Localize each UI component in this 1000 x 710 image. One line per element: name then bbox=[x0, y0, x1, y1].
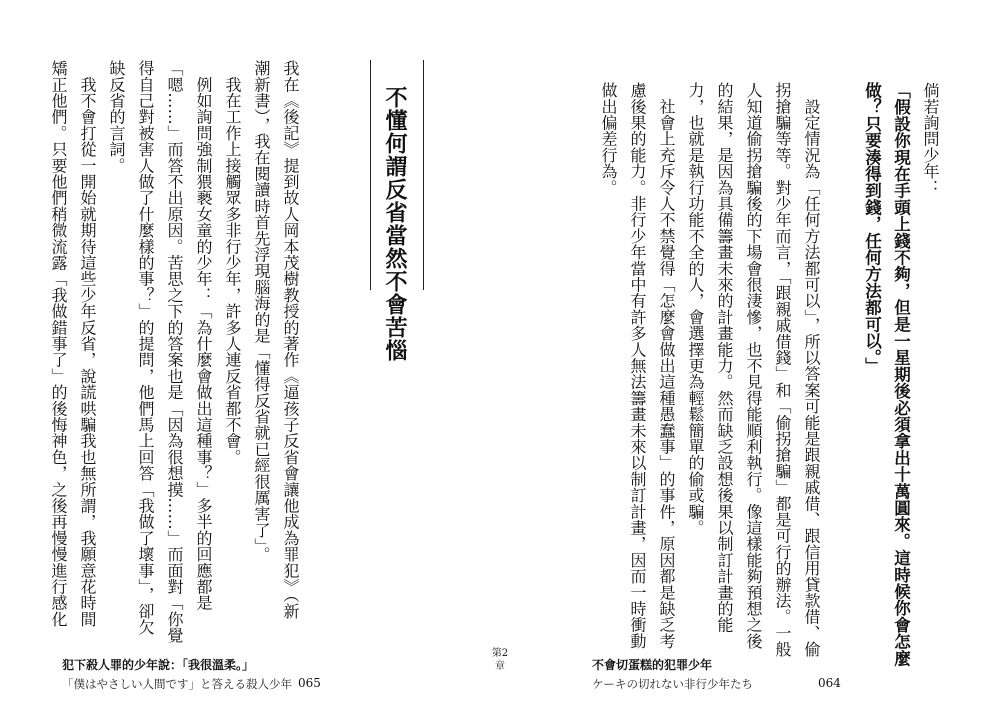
text-column: 潮新書），我在閱讀時首先浮現腦海的是「懂得反省就已經很厲害了」。 bbox=[252, 60, 271, 563]
section-heading: 不懂何謂反省當然不會苦惱 bbox=[382, 86, 408, 362]
text-column-bold: 做？只要湊得到錢，任何方法都可以。」 bbox=[862, 82, 882, 375]
running-title: 不會切蛋糕的犯罪少年 bbox=[592, 658, 713, 672]
chapter-mark: 第2章 bbox=[491, 648, 509, 672]
text-column: 例如詢問強制猥褻女童的少年：「為什麼會做出這種事？」多半的回應都是 bbox=[194, 60, 213, 611]
text-column: 「嗯……」而答不出原因。苦思之下的答案也是「因為很想摸……」而面對「你覺 bbox=[165, 60, 184, 644]
text-column: 缺反省的言詞。 bbox=[107, 60, 126, 174]
text-column: 力，也就是執行功能不全的人，會選擇更為輕鬆簡單的偷或騙。 bbox=[686, 82, 705, 536]
text-column: 倘若詢問少年： bbox=[921, 82, 940, 196]
text-column: 拐搶騙等等。對少年而言，「跟親戚借錢」和「偷拐搶騙」都是可行的辦法。一般 bbox=[773, 82, 792, 658]
running-title: 犯下殺人罪的少年說：「我很溫柔。」 bbox=[62, 658, 255, 672]
running-subtitle: 「僕はやさしい人間です」と答える殺人少年 bbox=[62, 677, 292, 691]
text-column-bold: 「假設你現在手頭上錢不夠，但是一星期後必須拿出十萬圓來。這時候你會怎麼 bbox=[891, 82, 911, 667]
text-column: 慮後果的能力。非行少年當中有許多人無法籌畫未來以制訂計畫，因而一時衝動 bbox=[628, 82, 647, 649]
text-column: 人知道偷拐搶騙後的下場會很淒慘，也不見得能順利執行。像這樣能夠預想之後 bbox=[744, 82, 763, 649]
text-column: 的結果，是因為具備籌畫未來的計畫能力。然而缺乏設想後果以制訂計畫的能 bbox=[715, 82, 734, 633]
text-column: 矯正他們。只要他們稍微流露「我做錯事了」的後悔神色，之後再慢慢進行感化 bbox=[49, 60, 68, 627]
page-number: 065 bbox=[298, 676, 321, 690]
page-number: 064 bbox=[818, 676, 841, 690]
running-subtitle: ケーキの切れない非行少年たち bbox=[592, 677, 753, 691]
text-column: 做出偏差行為。 bbox=[599, 82, 618, 196]
right-page bbox=[500, 0, 1000, 710]
text-column: 得自己對被害人做了什麼樣的事？」的提問，他們馬上回答「我做了壞事」，卻欠 bbox=[136, 60, 155, 636]
text-column: 我在《後記》提到故人岡本茂樹教授的著作《逼孩子反省會讓他成為罪犯》（新 bbox=[281, 60, 300, 619]
text-column: 社會上充斥令人不禁覺得「怎麼會做出這種愚蠢事」的事件，原因都是缺乏考 bbox=[657, 82, 676, 649]
text-column: 我在工作上接觸眾多非行少年，許多人連反省都不會。 bbox=[223, 60, 242, 465]
text-column: 設定情況為「任何方法都可以」，所以答案可能是跟親戚借、跟信用貸款借、偷 bbox=[802, 82, 821, 658]
text-column: 我不會打從一開始就期待這些少年反省，說謊哄騙我也無所謂，我願意花時間 bbox=[78, 60, 97, 627]
